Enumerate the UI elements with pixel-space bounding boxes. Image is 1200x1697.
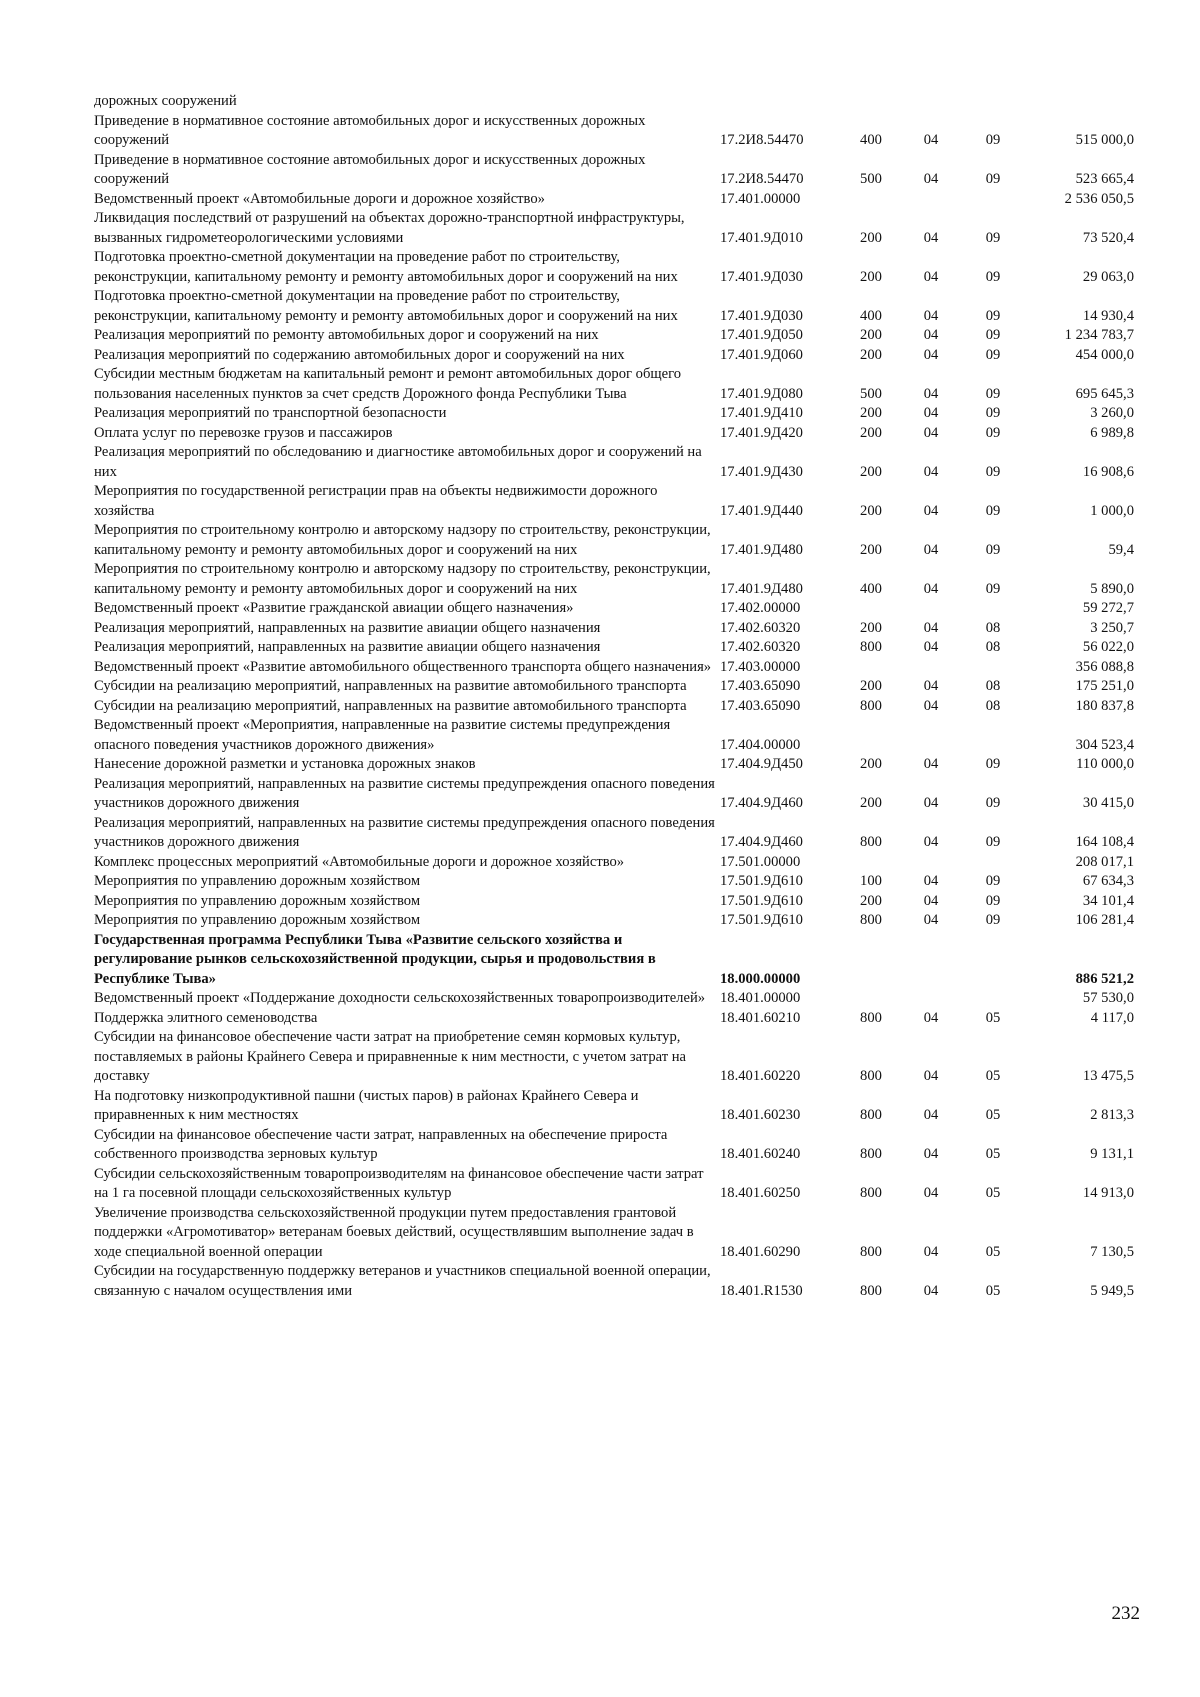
row-section: 04 [923,1185,939,1201]
row-subsection: 05 [985,1068,1001,1084]
row-subsection: 09 [985,912,1001,928]
row-code: 17.401.9Д060 [720,346,803,363]
row-expense-type [842,931,900,990]
row-section: 04 [923,327,939,343]
row-section: 04 [923,873,939,889]
row-code: 18.401.60290 [720,1243,801,1260]
row-section: 04 [923,502,939,519]
table-row [94,697,1134,717]
table-row [94,931,1134,990]
row-name: Реализация мероприятий, направленных на развитие системы предупреждения опасного поведения участников дорожного движения [94,814,715,850]
row-expense-type: 200 [860,346,882,363]
row-section: 04 [923,834,939,850]
row-name: Ликвидация последствий от разрушений на объектах дорожно-транспортной инфраструктуры, вызванных гидрометеорологическими условиями [94,210,685,246]
row-amount: 3 250,7 [1090,619,1134,636]
row-amount: 73 520,4 [1082,229,1134,246]
table-row [94,775,1134,814]
row-subsection: 09 [985,385,1001,402]
row-code: 18.401.R1530 [720,1282,803,1299]
table-row [94,814,1134,853]
row-section: 04 [923,795,939,811]
row-amount: 356 088,8 [1075,658,1134,675]
row-subsection: 09 [985,892,1001,909]
row-code: 17.501.9Д610 [720,892,803,909]
row-amount: 14 913,0 [1082,1185,1134,1201]
row-expense-type: 200 [860,327,882,343]
row-section: 04 [923,307,939,324]
row-amount: 3 260,0 [1090,405,1134,421]
budget-table [94,92,1134,1301]
row-name: Реализация мероприятий по содержанию автомобильных дорог и сооружений на них [94,346,625,363]
row-name: Мероприятия по строительному контролю и авторскому надзору по строительству, реконструкции, капитальному ремонту и ремонту автомобильных дорог и сооружений на них [94,561,711,597]
row-subsection: 09 [985,405,1001,421]
row-name: Мероприятия по управлению дорожным хозяйством [94,912,421,928]
row-code: 18.401.60230 [720,1107,801,1123]
row-expense-type [842,989,900,1009]
row-subsection: 05 [985,1282,1001,1299]
row-expense-type: 800 [860,1107,882,1123]
row-code: 18.401.60210 [720,1009,801,1026]
row-amount: 5 949,5 [1090,1282,1134,1299]
row-code: 18.401.60240 [720,1146,801,1162]
row-amount: 67 634,3 [1082,873,1134,889]
row-amount: 164 108,4 [1075,834,1134,850]
table-row [94,1087,1134,1126]
row-code: 17.401.9Д030 [720,268,803,285]
table-row [94,677,1134,697]
row-code: 17.403.65090 [720,678,801,694]
row-subsection: 09 [985,834,1001,850]
table-row [94,326,1134,346]
row-expense-type: 200 [860,268,882,285]
row-amount: 13 475,5 [1082,1068,1134,1084]
table-row [94,716,1134,755]
row-section: 04 [923,385,939,402]
row-amount: 4 117,0 [1090,1009,1134,1026]
table-row [94,1028,1134,1087]
row-name: Реализация мероприятий, направленных на развитие авиации общего назначения [94,619,601,636]
row-code: 17.501.9Д610 [720,873,803,889]
table-row [94,521,1134,560]
row-amount: 1 234 783,7 [1064,327,1134,343]
row-subsection: 09 [985,795,1001,811]
budget-table-body [94,92,1134,1301]
row-expense-type: 800 [860,1009,882,1026]
row-subsection [962,989,1024,1009]
row-section: 04 [923,697,939,714]
row-subsection: 09 [985,229,1001,246]
row-amount: 57 530,0 [1082,990,1134,1006]
row-subsection [962,92,1024,112]
row-subsection: 09 [985,580,1001,597]
row-expense-type: 400 [860,580,882,597]
row-expense-type [842,658,900,678]
row-section [900,989,962,1009]
row-name: Ведомственный проект «Развитие гражданской авиации общего назначения» [94,600,574,616]
row-code: 17.402.60320 [720,639,801,655]
row-code: 17.401.9Д480 [720,541,803,558]
row-name: Субсидии на финансовое обеспечение части затрат на приобретение семян кормовых культур, поставляемых в районы Крайнего Севера и приравненные к ним местности, с учетом затрат на доставку [94,1029,687,1084]
row-amount: 304 523,4 [1075,736,1134,753]
row-section: 04 [923,268,939,285]
row-name: Подготовка проектно-сметной документации на проведение работ по строительству, реконструкции, капитальному ремонту и ремонту автомобильных дорог и сооружений на них [94,288,678,324]
row-code: 17.401.9Д010 [720,229,803,246]
row-name: На подготовку низкопродуктивной пашни (чистых паров) в районах Крайнего Севера и приравненных к ним местностях [94,1087,639,1123]
row-amount: 110 000,0 [1076,756,1134,772]
row-amount: 2 536 050,5 [1064,190,1134,207]
row-name: Государственная программа Республики Тыва «Развитие сельского хозяйства и регулирование рынков сельскохозяйственной продукции, сырья и продовольствия в Республике Тыва» [94,931,656,987]
row-code: 17.401.9Д420 [720,424,803,441]
row-code: 17.2И8.54470 [720,132,804,148]
row-code: 17.404.00000 [720,736,801,753]
row-section: 04 [923,756,939,772]
row-name: Ведомственный проект «Развитие автомобильного общественного транспорта общего назначения» [94,658,712,675]
row-code: 17.2И8.54470 [720,171,804,187]
row-expense-type: 800 [860,834,882,850]
row-subsection [962,599,1024,619]
row-subsection: 09 [985,327,1001,343]
row-section: 04 [923,1146,939,1162]
row-subsection: 05 [985,1146,1001,1162]
table-row [94,619,1134,639]
row-expense-type: 400 [860,307,882,324]
row-amount: 7 130,5 [1090,1243,1134,1260]
row-code: 18.401.60250 [720,1185,801,1201]
row-name: Субсидии местным бюджетам на капитальный ремонт и ремонт автомобильных дорог общего пользования населенных пунктов за счет средств Дорожного фонда Республики Тыва [94,366,682,402]
row-expense-type: 200 [860,541,882,558]
row-code: 17.403.65090 [720,697,801,714]
table-row [94,892,1134,912]
row-code: 17.401.9Д480 [720,580,803,597]
row-amount: 9 131,1 [1090,1146,1134,1162]
row-section [900,92,962,112]
table-row [94,424,1134,444]
row-expense-type: 800 [860,1185,882,1201]
row-section: 04 [923,678,939,694]
row-subsection: 09 [985,463,1001,480]
row-name: Реализация мероприятий по транспортной безопасности [94,405,447,421]
page-number: 232 [1111,1603,1140,1624]
table-row [94,853,1134,873]
row-subsection: 08 [985,619,1001,636]
row-section: 04 [923,1009,939,1026]
table-row [94,872,1134,892]
row-expense-type: 200 [860,892,882,909]
row-amount: 59,4 [1108,541,1134,558]
row-code [720,92,842,112]
row-name: Ведомственный проект «Поддержание доходности сельскохозяйственных товаропроизводителей» [94,990,706,1006]
row-subsection [962,931,1024,990]
row-subsection: 09 [985,307,1001,324]
row-amount: 695 645,3 [1075,385,1134,402]
row-name: Реализация мероприятий, направленных на развитие системы предупреждения опасного поведения участников дорожного движения [94,775,715,811]
row-name: Субсидии на реализацию мероприятий, направленных на развитие автомобильного транспорта [94,678,687,694]
row-expense-type [842,599,900,619]
row-name: Увеличение производства сельскохозяйственной продукции путем предоставления грантовой поддержки «Агромотиватор» ветеранам боевых действий, осуществлявшим выполнение задач в ходе специальной военной операции [94,1204,694,1260]
row-section: 04 [923,1107,939,1123]
table-row [94,346,1134,366]
row-name: Комплекс процессных мероприятий «Автомобильные дороги и дорожное хозяйство» [94,853,625,870]
row-name: Мероприятия по строительному контролю и авторскому надзору по строительству, реконструкции, капитальному ремонту и ремонту автомобильных дорог и сооружений на них [94,522,711,558]
row-subsection: 09 [985,541,1001,558]
row-subsection: 05 [985,1107,1001,1123]
row-name: Подготовка проектно-сметной документации на проведение работ по строительству, реконструкции, капитальному ремонту и ремонту автомобильных дорог и сооружений на них [94,249,678,285]
row-name: Реализация мероприятий по ремонту автомобильных дорог и сооружений на них [94,327,599,343]
row-expense-type: 500 [860,385,882,402]
row-code: 17.401.9Д080 [720,385,803,402]
row-name: дорожных сооружений [94,93,237,109]
row-section [900,190,962,210]
row-expense-type: 200 [860,463,882,480]
row-section [900,716,962,755]
row-subsection: 08 [985,639,1001,655]
row-code: 18.401.00000 [720,990,801,1006]
table-row [94,482,1134,521]
table-row [94,1009,1134,1029]
row-name: Нанесение дорожной разметки и установка дорожных знаков [94,756,476,772]
row-name: Ведомственный проект «Мероприятия, направленные на развитие системы предупреждения опасного поведения участников дорожного движения» [94,717,671,753]
row-name: Мероприятия по государственной регистрации прав на объекты недвижимости дорожного хозяйства [94,483,658,519]
row-amount: 16 908,6 [1082,463,1134,480]
row-section: 04 [923,1243,939,1260]
table-row [94,911,1134,931]
row-expense-type: 200 [860,795,882,811]
row-name: Приведение в нормативное состояние автомобильных дорог и искусственных дорожных сооружений [94,151,646,187]
row-section: 04 [923,892,939,909]
row-code: 17.401.9Д440 [720,502,803,519]
row-name: Реализация мероприятий, направленных на развитие авиации общего назначения [94,639,601,655]
row-subsection: 08 [985,678,1001,694]
row-expense-type: 200 [860,619,882,636]
row-subsection: 09 [985,502,1001,519]
row-code: 17.402.60320 [720,619,801,636]
row-expense-type: 200 [860,756,882,772]
row-code: 17.501.00000 [720,853,801,870]
row-expense-type: 800 [860,697,882,714]
row-amount: 886 521,2 [1075,970,1134,987]
row-amount: 5 890,0 [1090,580,1134,597]
row-amount: 29 063,0 [1082,268,1134,285]
row-subsection: 09 [985,132,1001,148]
row-code: 17.404.9Д460 [720,834,803,850]
row-expense-type [842,92,900,112]
table-row [94,560,1134,599]
row-code: 17.403.00000 [720,658,801,675]
row-section: 04 [923,171,939,187]
row-section: 04 [923,639,939,655]
row-section: 04 [923,346,939,363]
row-section: 04 [923,132,939,148]
row-name: Оплата услуг по перевозке грузов и пассажиров [94,424,393,441]
row-section: 04 [923,580,939,597]
row-subsection [962,658,1024,678]
row-section [900,853,962,873]
table-row [94,989,1134,1009]
row-expense-type: 800 [860,1243,882,1260]
row-subsection: 09 [985,756,1001,772]
row-subsection: 09 [985,171,1001,187]
row-code: 17.401.9Д030 [720,307,803,324]
table-row [94,151,1134,190]
row-amount: 180 837,8 [1075,697,1134,714]
row-amount: 106 281,4 [1075,912,1134,928]
row-amount: 6 989,8 [1090,424,1134,441]
row-subsection: 05 [985,1243,1001,1260]
table-row [94,287,1134,326]
table-row [94,1126,1134,1165]
row-amount: 56 022,0 [1082,639,1134,655]
row-section [900,658,962,678]
row-name: Субсидии сельскохозяйственным товаропроизводителям на финансовое обеспечение части затрат на 1 га посевной площади сельскохозяйственных культур [94,1165,704,1201]
row-section [900,599,962,619]
row-name: Поддержка элитного семеноводства [94,1009,318,1026]
row-subsection: 09 [985,268,1001,285]
row-amount: 59 272,7 [1082,600,1134,616]
row-subsection [962,853,1024,873]
row-code: 17.401.9Д430 [720,463,803,480]
row-code: 17.401.9Д050 [720,327,803,343]
row-expense-type: 800 [860,912,882,928]
row-expense-type: 200 [860,229,882,246]
table-row [94,248,1134,287]
row-name: Ведомственный проект «Автомобильные дороги и дорожное хозяйство» [94,190,545,207]
table-row [94,190,1134,210]
row-code: 17.404.9Д460 [720,795,803,811]
table-row [94,443,1134,482]
row-name: Субсидии на финансовое обеспечение части затрат, направленных на обеспечение прироста собственного производства зерновых культур [94,1126,668,1162]
row-expense-type [842,853,900,873]
row-code: 18.000.00000 [720,970,801,987]
row-amount: 34 101,4 [1082,892,1134,909]
row-expense-type: 200 [860,405,882,421]
row-name: Мероприятия по управлению дорожным хозяйством [94,873,421,889]
row-amount [1024,92,1134,112]
table-row [94,404,1134,424]
row-subsection: 09 [985,424,1001,441]
row-subsection: 08 [985,697,1001,714]
row-section [900,931,962,990]
row-code: 17.501.9Д610 [720,912,803,928]
row-amount: 2 813,3 [1090,1107,1134,1123]
row-section: 04 [923,619,939,636]
row-name: Субсидии на реализацию мероприятий, направленных на развитие автомобильного транспорта [94,697,687,714]
row-amount: 1 000,0 [1090,502,1134,519]
row-name: Субсидии на государственную поддержку ветеранов и участников специальной военной операции, связанную с началом осуществления ими [94,1263,711,1299]
row-section: 04 [923,1282,939,1299]
row-name: Мероприятия по управлению дорожным хозяйством [94,892,421,909]
row-code: 18.401.60220 [720,1068,801,1084]
row-code: 17.402.00000 [720,600,801,616]
row-expense-type [842,190,900,210]
row-amount: 208 017,1 [1075,853,1134,870]
row-name: Реализация мероприятий по обследованию и диагностике автомобильных дорог и сооружений на них [94,444,702,480]
row-code: 17.401.9Д410 [720,405,803,421]
row-name: Приведение в нормативное состояние автомобильных дорог и искусственных дорожных сооружений [94,112,646,148]
table-row [94,638,1134,658]
row-amount: 175 251,0 [1075,678,1134,694]
row-expense-type: 400 [860,132,882,148]
row-expense-type: 800 [860,1146,882,1162]
row-code: 17.404.9Д450 [720,756,803,772]
table-row [94,365,1134,404]
row-section: 04 [923,1068,939,1084]
row-section: 04 [923,405,939,421]
table-row [94,1165,1134,1204]
row-expense-type: 500 [860,171,882,187]
table-row [94,209,1134,248]
row-amount: 523 665,4 [1075,171,1134,187]
row-expense-type: 200 [860,424,882,441]
row-subsection: 05 [985,1009,1001,1026]
row-expense-type [842,716,900,755]
row-expense-type: 100 [860,873,882,889]
table-row [94,92,1134,112]
table-row [94,1204,1134,1263]
row-expense-type: 200 [860,678,882,694]
row-amount: 14 930,4 [1082,307,1134,324]
row-subsection: 09 [985,346,1001,363]
table-row [94,112,1134,151]
row-section: 04 [923,463,939,480]
table-row [94,755,1134,775]
table-row [94,599,1134,619]
row-section: 04 [923,424,939,441]
row-subsection: 09 [985,873,1001,889]
row-expense-type: 800 [860,1068,882,1084]
row-subsection [962,190,1024,210]
row-section: 04 [923,229,939,246]
row-expense-type: 200 [860,502,882,519]
row-amount: 30 415,0 [1082,795,1134,811]
row-section: 04 [923,541,939,558]
table-row [94,1262,1134,1301]
row-amount: 515 000,0 [1075,132,1134,148]
row-section: 04 [923,912,939,928]
row-amount: 454 000,0 [1075,346,1134,363]
table-row [94,658,1134,678]
row-subsection [962,716,1024,755]
row-expense-type: 800 [860,639,882,655]
row-expense-type: 800 [860,1282,882,1299]
row-subsection: 05 [985,1185,1001,1201]
row-code: 17.401.00000 [720,190,801,207]
